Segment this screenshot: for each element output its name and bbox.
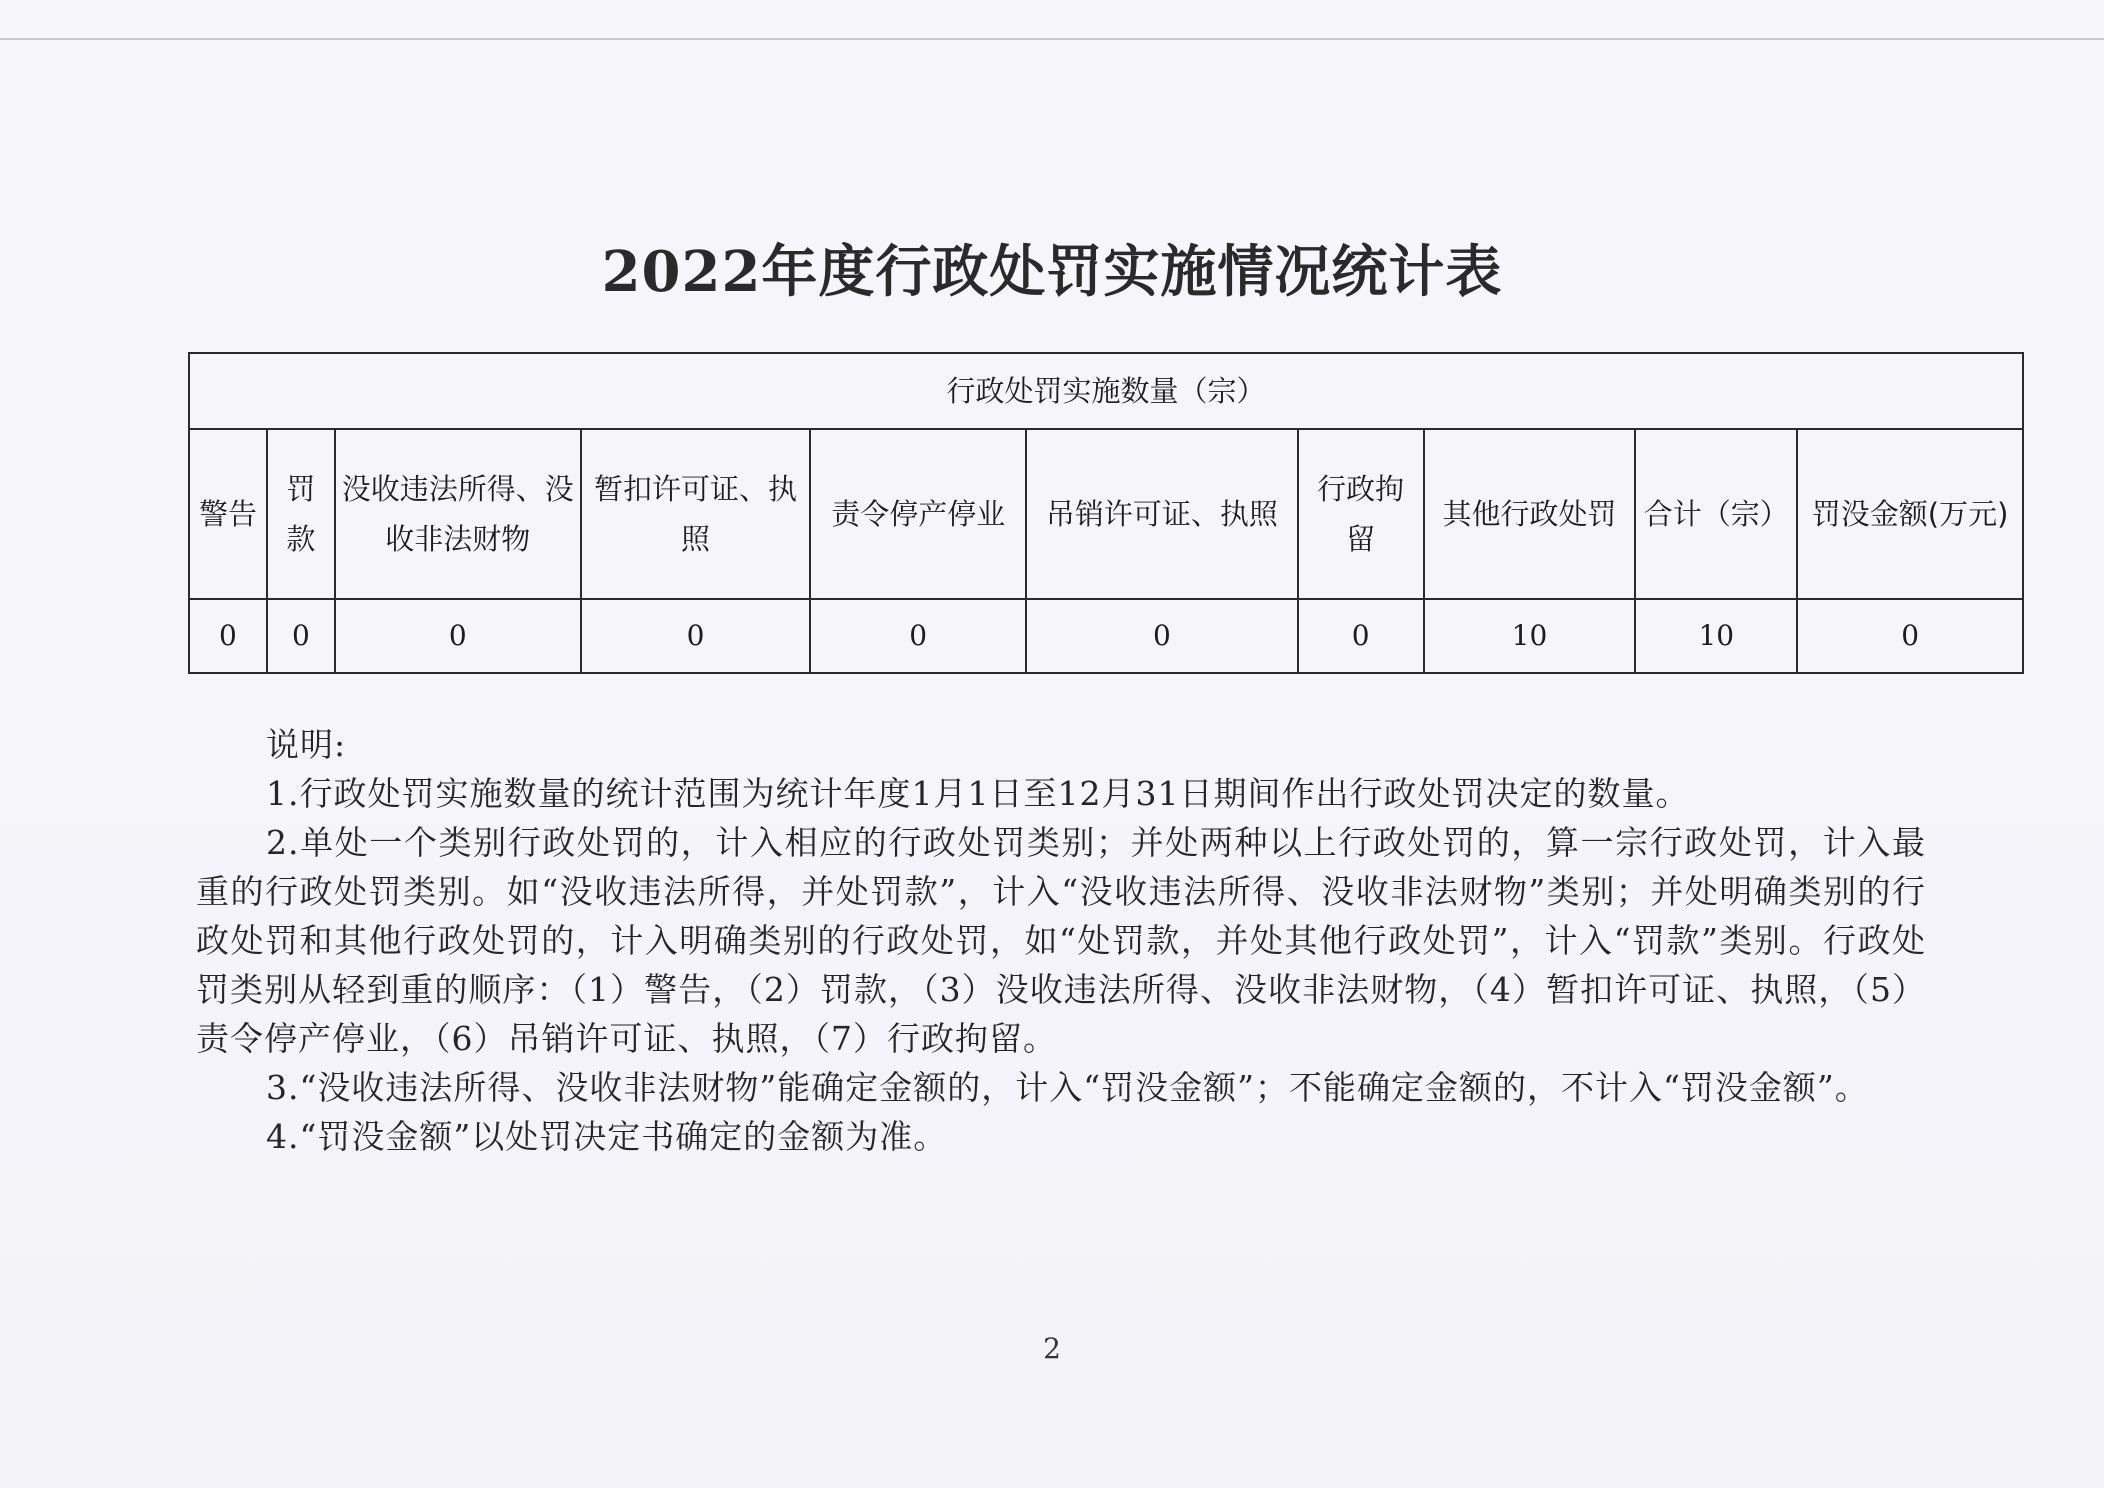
column-header-license-suspension: 暂扣许可证、执照 [581, 429, 811, 599]
value-amount: 0 [1797, 599, 2023, 673]
column-header-fine: 罚款 [267, 429, 335, 599]
table-column-header-row [189, 429, 2023, 599]
value-detention: 0 [1298, 599, 1424, 673]
note-item-1: 1.行政处罚实施数量的统计范围为统计年度1月1日至12月31日期间作出行政处罚决定的数量。 [266, 774, 1690, 813]
column-header-total: 合计（宗） [1635, 429, 1797, 599]
column-header-warning: 警告 [189, 429, 267, 599]
note-item-4: 4.“罚没金额”以处罚决定书确定的金额为准。 [266, 1117, 948, 1156]
column-header-detention: 行政拘留 [1298, 429, 1424, 599]
notes-heading: 说明: [266, 725, 347, 764]
group-header-cell: 行政处罚实施数量（宗） [189, 353, 2023, 429]
column-header-license-revocation: 吊销许可证、执照 [1026, 429, 1298, 599]
scan-edge [0, 0, 2104, 40]
column-header-other-penalties: 其他行政处罚 [1424, 429, 1636, 599]
document-title: 2022年度行政处罚实施情况统计表 [601, 239, 1503, 305]
column-header-business-suspension: 责令停产停业 [810, 429, 1026, 599]
column-header-confiscation: 没收违法所得、没收非法财物 [335, 429, 581, 599]
value-license-revocation: 0 [1026, 599, 1298, 673]
note-item-3: 3.“没收违法所得、没收非法财物”能确定金额的，计入“罚没金额”；不能确定金额的，不计入“罚没金额”。 [266, 1068, 1869, 1107]
value-license-suspension: 0 [581, 599, 811, 673]
value-warning: 0 [189, 599, 267, 673]
value-fine: 0 [267, 599, 335, 673]
value-other-penalties: 10 [1424, 599, 1636, 673]
note-item-2: 2.单处一个类别行政处罚的，计入相应的行政处罚类别；并处两种以上行政处罚的，算一宗行政处罚，计入最重的行政处罚类别。如“没收违法所得，并处罚款”，计入“没收违法所得、没收非法财物”类别；并处明确类别的行政处罚和其他行政处罚的，计入明确类别的行政处罚，如“处罚款，并处其他行政处罚”，计入“罚款”类别。行政处罚类别从轻到重的顺序：（1）警告，（2）罚款，（3）没收违法所得、没收非法财物，（4）暂扣许可证、执照，（5）责令停产停业，（6）吊销许可证、执照，（7）行政拘留。 [196, 823, 1926, 1058]
table-group-header-row [189, 353, 2023, 429]
value-total: 10 [1635, 599, 1797, 673]
notes-section [196, 720, 1926, 1161]
value-business-suspension: 0 [810, 599, 1026, 673]
penalty-statistics-table [188, 352, 2024, 674]
value-confiscation: 0 [335, 599, 581, 673]
column-header-amount: 罚没金额(万元) [1797, 429, 2023, 599]
page-number: 2 [1043, 1332, 1061, 1365]
table-row [189, 599, 2023, 673]
